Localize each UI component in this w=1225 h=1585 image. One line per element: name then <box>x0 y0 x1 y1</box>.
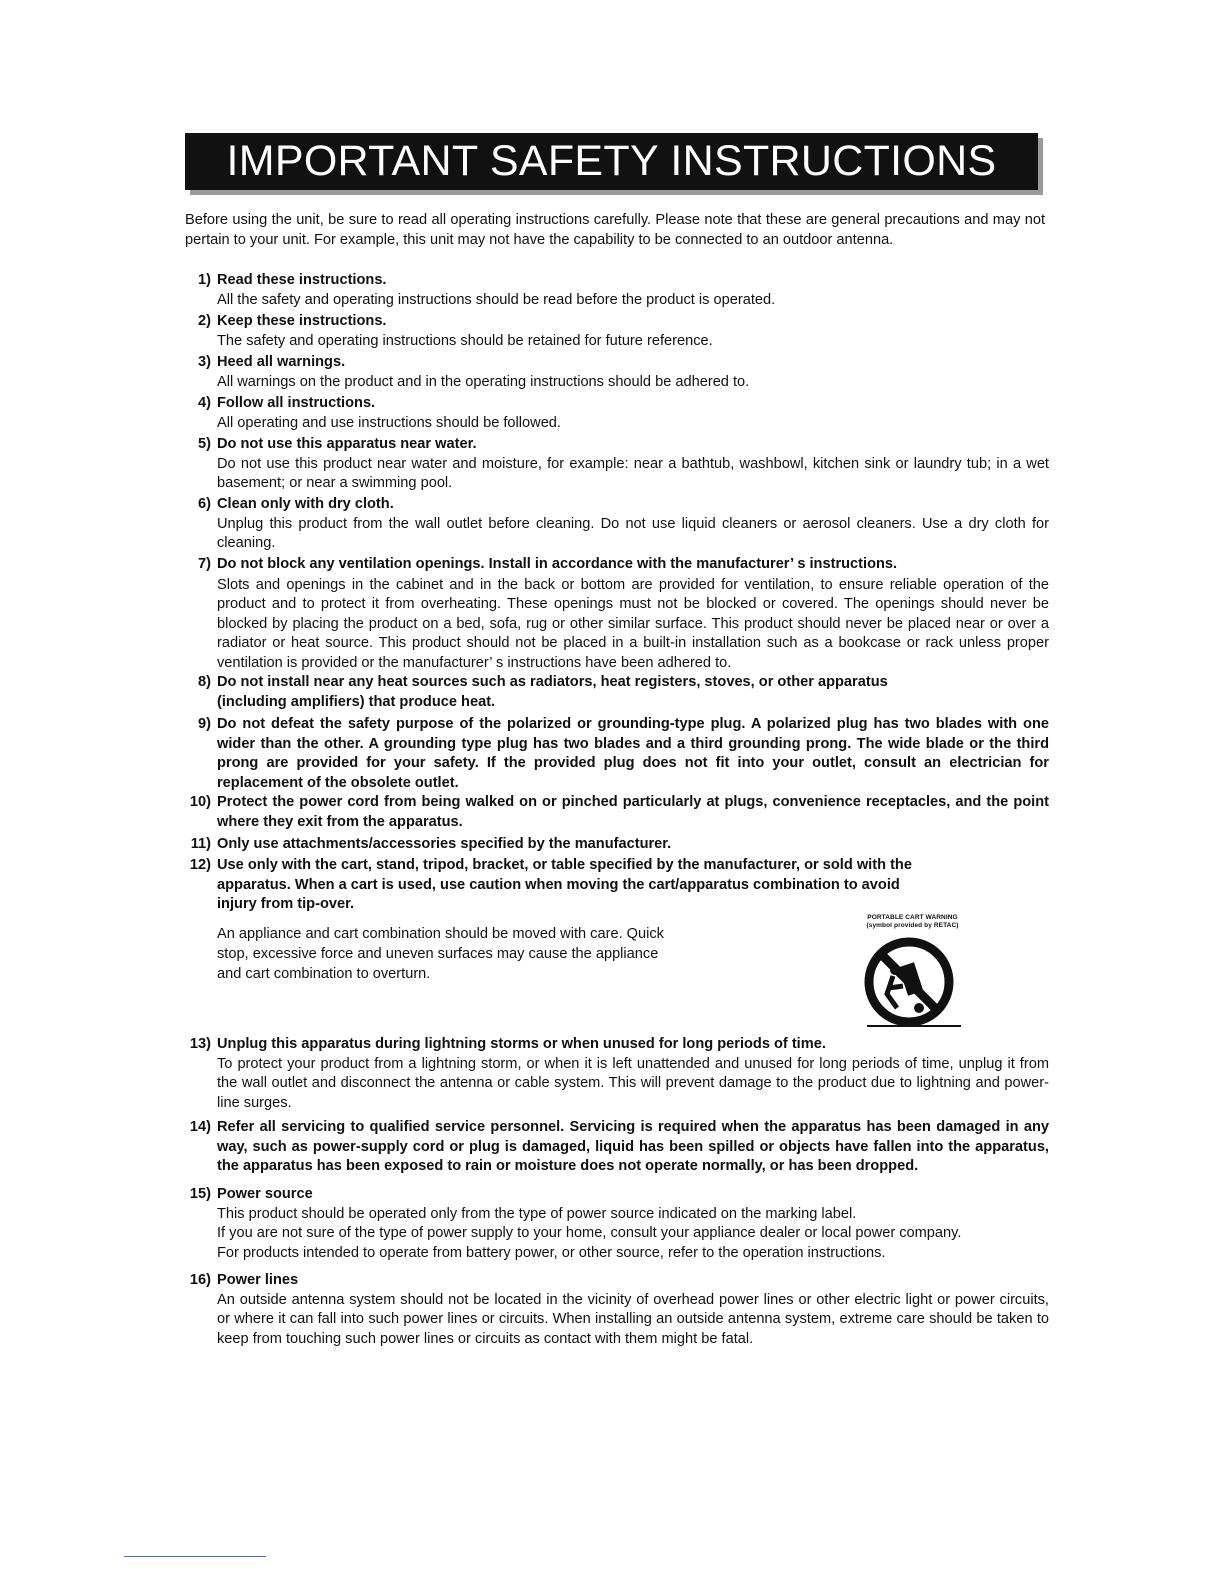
item-heading: Clean only with dry cloth. <box>217 496 394 512</box>
item-body: Unplug this product from the wall outlet before cleaning. Do not use liquid cleaners or aerosol cleaners. Use a dry cloth for cleaning. <box>217 515 1049 551</box>
item-heading: Read these instructions. <box>217 272 387 288</box>
item-body: Do not use this product near water and moisture, for example: near a bathtub, washbowl, kitchen sink or laundry tub; in a wet basement; or near a swimming pool. <box>217 455 1049 491</box>
item-number: 3) <box>198 354 211 370</box>
item-number: 2) <box>198 313 211 329</box>
item-body: All warnings on the product and in the operating instructions should be adhered to. <box>217 373 750 390</box>
item-heading: Refer all servicing to qualified service personnel. Servicing is required when the apparatus has been damaged in any way, such as power-supply cord or plug is damaged, liquid has been spilled or objects have fallen into the apparatus, the apparatus has been exposed to rain or moisture does not operate normally, or has been dropped. <box>217 1119 1049 1174</box>
item-number: 10) <box>189 794 211 810</box>
instruction-item-5 <box>179 435 1049 494</box>
item-number: 4) <box>198 395 211 411</box>
instruction-item-12 <box>179 856 1049 915</box>
item-number: 12) <box>189 857 211 873</box>
page-title-banner <box>185 133 1038 190</box>
instruction-item-3 <box>179 353 1049 392</box>
item-body: To protect your product from a lightning storm, or when it is left unattended and unused for long periods of time, unplug it from the wall outlet and disconnect the antenna or cable system. This will prevent damage to the product due to lightning and power-line surges. <box>217 1055 1049 1111</box>
item-body-3: For products intended to operate from battery power, or other source, refer to the operation instructions. <box>217 1244 886 1261</box>
item-number: 8) <box>198 674 211 690</box>
item-heading: Only use attachments/accessories specified by the manufacturer. <box>217 836 672 852</box>
item-number: 5) <box>198 436 211 452</box>
intro-paragraph: Before using the unit, be sure to read all operating instructions carefully. Please note that these are general precautions and may not pertain to your unit. For example, this unit may not have the capability to be connected to an outdoor antenna. <box>185 212 1045 248</box>
item-heading: Do not defeat the safety purpose of the polarized or grounding-type plug. A polarized plug has two blades with one wider than the other. A grounding type plug has two blades and a third grounding prong. The wide blade or the third prong are provided for your safety. If the provided plug does not fit into your outlet, consult an electrician for replacement of the obsolete outlet. <box>217 716 1049 791</box>
item-heading: Do not block any ventilation openings. Install in accordance with the manufacturer’ s instructions. <box>217 556 898 572</box>
item-heading: Power lines <box>217 1272 299 1288</box>
item-body: All the safety and operating instructions should be read before the product is operated. <box>217 291 776 308</box>
instruction-item-4 <box>179 394 1049 433</box>
item-heading: Keep these instructions. <box>217 313 387 329</box>
instruction-item-9 <box>179 715 1049 793</box>
instruction-item-14 <box>179 1118 1049 1177</box>
item-number: 7) <box>198 556 211 572</box>
item-heading: Follow all instructions. <box>217 395 376 411</box>
item-number: 15) <box>189 1186 211 1202</box>
item-body: All operating and use instructions should be followed. <box>217 414 561 431</box>
item-heading: Power source <box>217 1186 313 1202</box>
item-number: 14) <box>189 1119 211 1135</box>
portable-cart-warning-icon <box>857 936 961 1028</box>
instruction-item-13 <box>179 1035 1049 1113</box>
instruction-item-16 <box>179 1271 1049 1349</box>
instruction-item-2 <box>179 312 1049 351</box>
cart-caption-sub: (symbol provided by RETAC) <box>866 921 959 929</box>
item-number: 1) <box>198 272 211 288</box>
item-number: 11) <box>190 836 211 852</box>
item-number: 13) <box>189 1036 211 1052</box>
instruction-item-1 <box>179 271 1049 310</box>
item-heading: Heed all warnings. <box>217 354 346 370</box>
footer-rule <box>124 1556 266 1557</box>
instruction-item-7 <box>179 555 1049 673</box>
cart-caption: PORTABLE CART WARNING <box>867 914 958 921</box>
item-body-2: If you are not sure of the type of power supply to your home, consult your appliance dealer or local power company. <box>217 1225 962 1241</box>
item-heading: Use only with the cart, stand, tripod, bracket, or table specified by the manufacturer, or sold with the apparatus. When a cart is used, use caution when moving the cart/apparatus combination to avoid injury from tip-over. <box>217 857 912 912</box>
item-body: Slots and openings in the cabinet and in the back or bottom are provided for ventilation, to ensure reliable operation of the product and to protect it from overheating. These openings must not be blocked or covered. The openings should never be blocked by placing the product on a bed, sofa, rug or other similar surface. This product should never be placed near or over a radiator or heat source. This product should not be placed in a built-in installation such as a bookcase or rack unless proper ventilation is provided or the manufacturer’ s instructions have been adhered to. <box>217 576 1049 671</box>
page-title: IMPORTANT SAFETY INSTRUCTIONS <box>185 133 1038 190</box>
instruction-item-15 <box>179 1185 1049 1263</box>
item-number: 9) <box>198 716 211 732</box>
instruction-item-6 <box>179 495 1049 554</box>
item-heading: Unplug this apparatus during lightning storms or when unused for long periods of time. <box>217 1036 826 1052</box>
cart-note: An appliance and cart combination should be moved with care. Quick stop, excessive force and uneven surfaces may cause the appliance and cart combination to overturn. <box>217 926 664 982</box>
item-body: An outside antenna system should not be located in the vicinity of overhead power lines or other electric light or power circuits, or where it can fall into such power lines or circuits. When installing an outside antenna system, extreme care should be taken to keep from touching such power lines or circuits as contact with them might be fatal. <box>217 1291 1049 1347</box>
instruction-item-10 <box>179 793 1049 832</box>
portable-cart-warning <box>850 914 975 1032</box>
item-number: 6) <box>198 496 211 512</box>
item-body: This product should be operated only from the type of power source indicated on the marking label. <box>217 1205 857 1222</box>
instruction-item-11 <box>179 835 1049 855</box>
item-number: 16) <box>189 1272 211 1288</box>
item-body: The safety and operating instructions should be retained for future reference. <box>217 332 713 349</box>
instruction-item-8 <box>179 673 1049 712</box>
item-heading: Protect the power cord from being walked on or pinched particularly at plugs, convenience receptacles, and the point where they exit from the apparatus. <box>217 794 1049 830</box>
item-heading: Do not install near any heat sources such as radiators, heat registers, stoves, or other apparatus (including amplifiers) that produce heat. <box>217 674 888 710</box>
item-heading: Do not use this apparatus near water. <box>217 436 477 452</box>
